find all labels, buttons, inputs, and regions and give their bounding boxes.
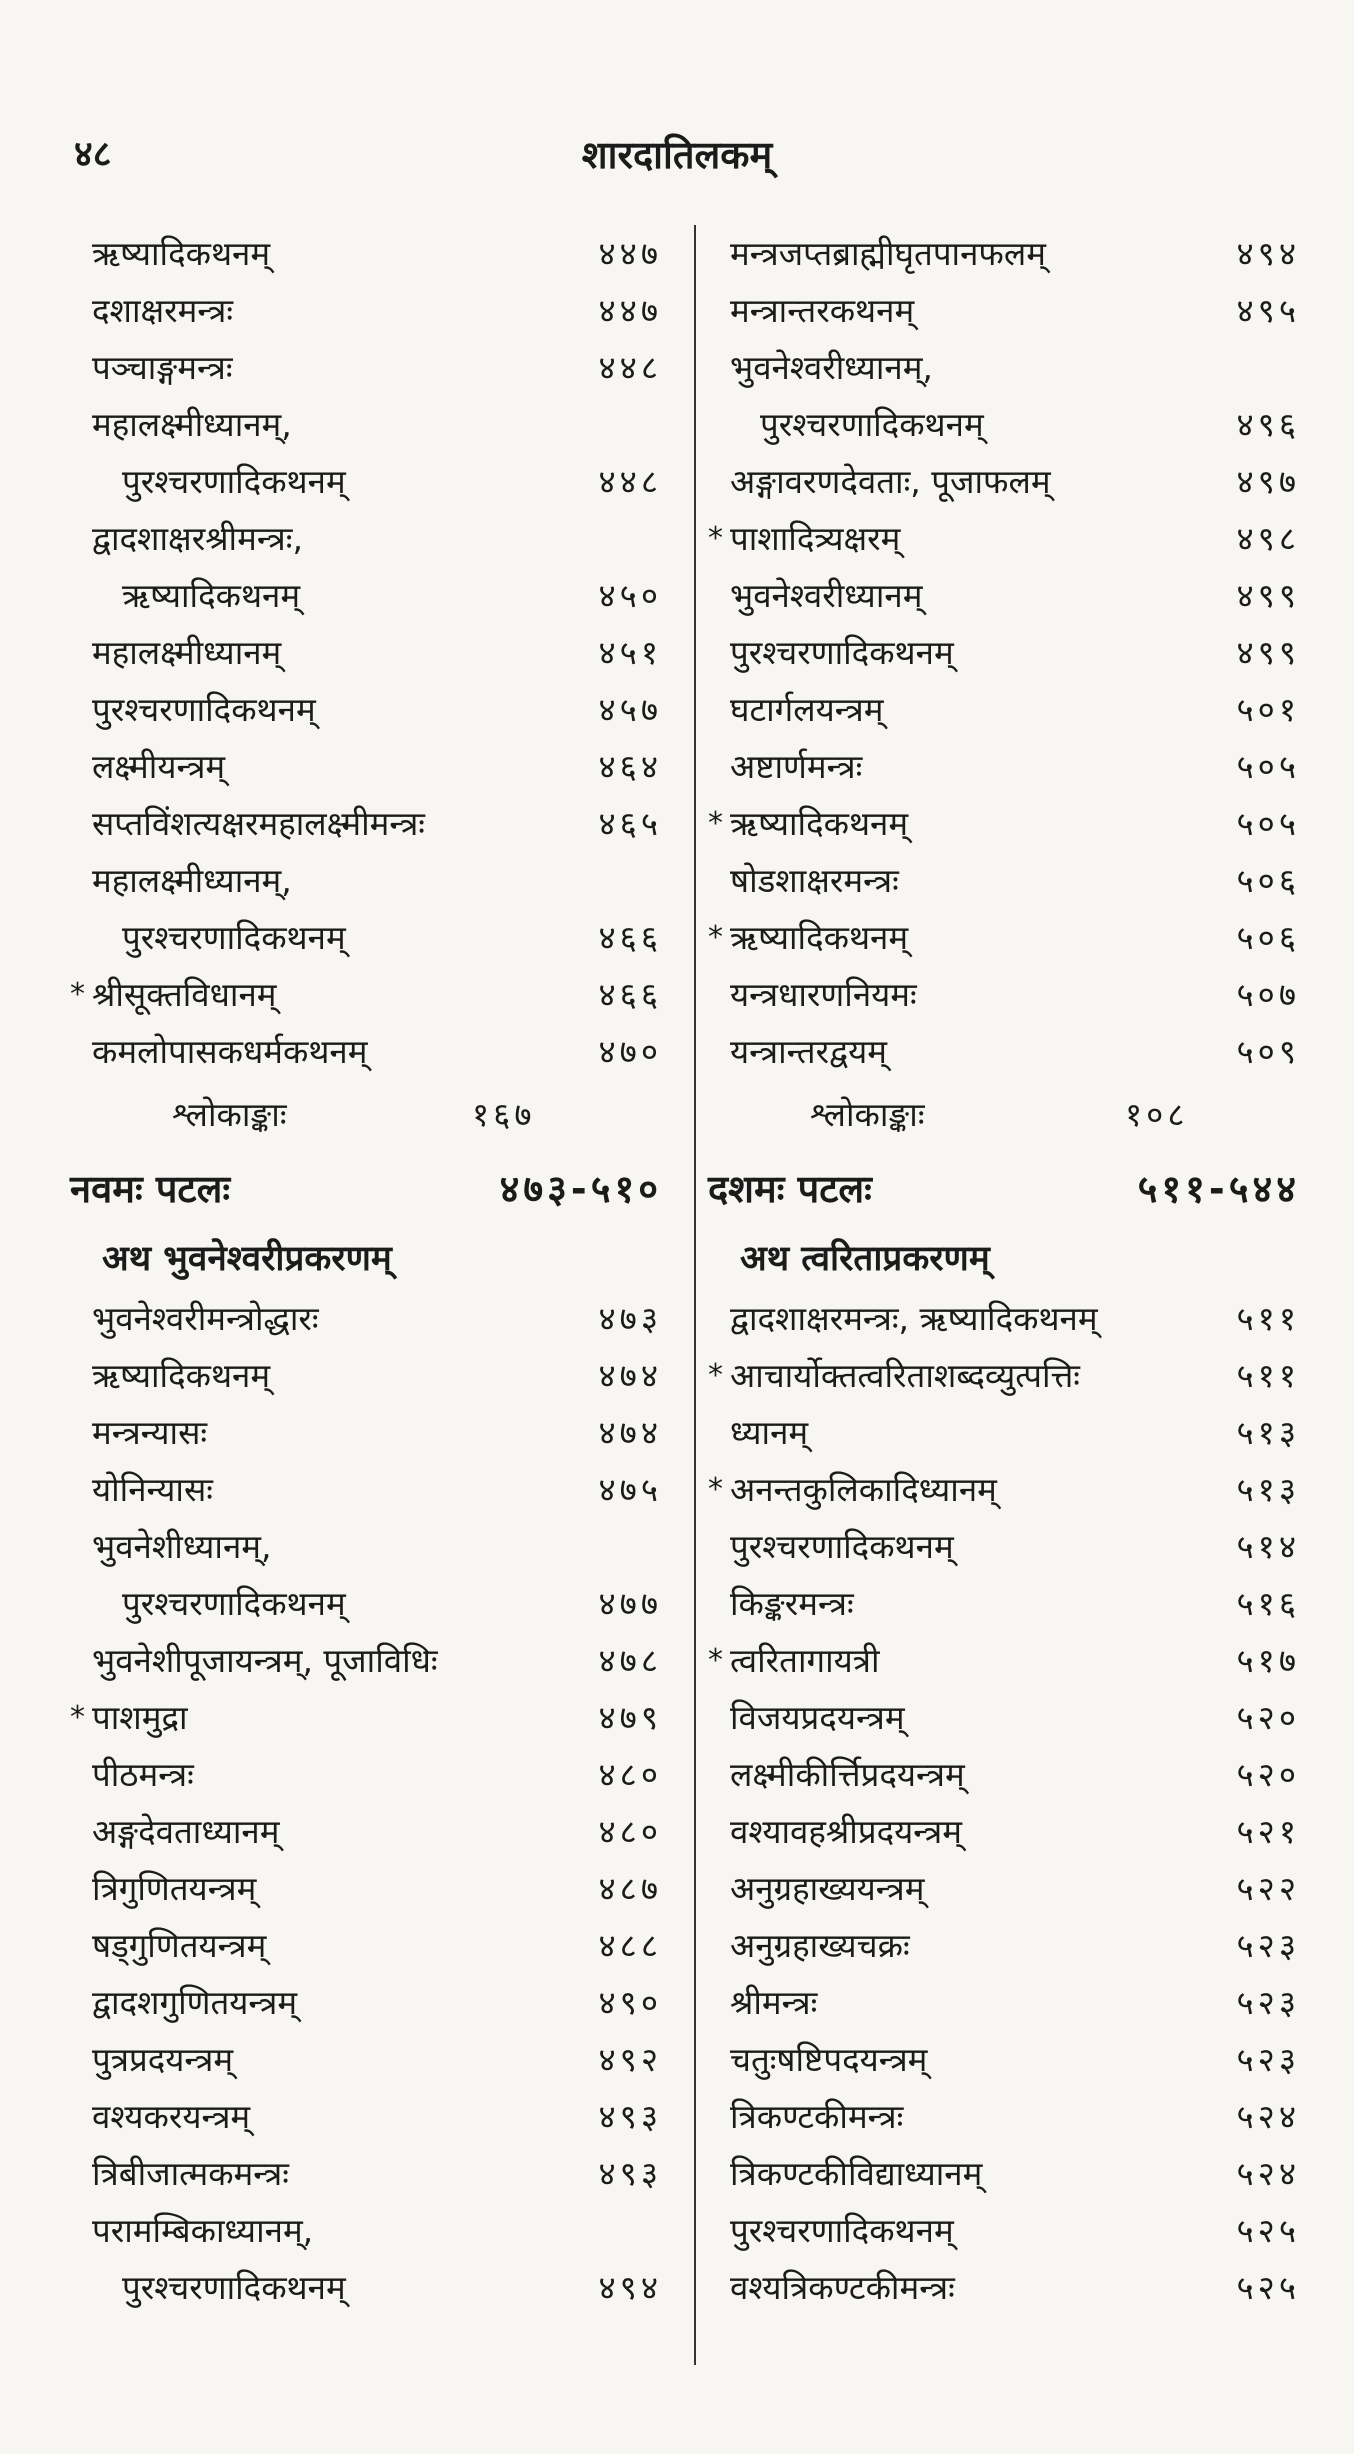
entry-page: ५०६	[1236, 918, 1300, 957]
column-divider	[694, 225, 696, 2365]
toc-entry	[72, 2202, 662, 2259]
entry-page: ४७०	[598, 1032, 662, 1071]
entry-page: ४४८	[598, 348, 662, 387]
entry-page: ५०७	[1236, 975, 1300, 1014]
toc-entry	[72, 1860, 662, 1917]
section-heading-right	[710, 1228, 1300, 1290]
entry-title: महालक्ष्मीध्यानम्,	[92, 405, 292, 444]
entry-title: भुवनेश्वरीमन्त्रोद्धारः	[92, 1299, 319, 1338]
entry-page: ४६४	[598, 747, 662, 786]
patala-label: दशमः पटलः	[708, 1167, 872, 1211]
entry-page: ४९५	[1236, 291, 1300, 330]
entry-title: विजयप्रदयन्त्रम्	[730, 1698, 905, 1737]
running-title: शारदातिलकम्	[581, 133, 773, 177]
entry-page: ४५०	[598, 576, 662, 615]
entry-page: ४८०	[598, 1755, 662, 1794]
entry-page: ४७७	[598, 1584, 662, 1623]
toc-entry	[710, 1023, 1300, 1080]
entry-title: श्रीमन्त्रः	[730, 1983, 818, 2022]
patala-range: ४७३-५१०	[499, 1167, 662, 1211]
entry-title: मन्त्रन्यासः	[92, 1413, 208, 1452]
entries-left-top	[72, 225, 662, 1080]
entry-title: परामम्बिकाध्यानम्,	[92, 2211, 314, 2250]
entry-page: ४८०	[598, 1812, 662, 1851]
toc-entry	[710, 453, 1300, 510]
entry-page: ५१३	[1236, 1413, 1300, 1452]
toc-entry	[72, 567, 662, 624]
entry-page: ४४७	[598, 234, 662, 273]
entry-title: अनुग्रहाख्ययन्त्रम्	[730, 1869, 925, 1908]
entry-page: ४८७	[598, 1869, 662, 1908]
toc-entry	[72, 1746, 662, 1803]
toc-entry	[710, 1803, 1300, 1860]
entries-right-top	[710, 225, 1300, 1080]
toc-entry	[710, 738, 1300, 795]
toc-entry	[710, 1746, 1300, 1803]
entry-title: द्वादशगुणितयन्त्रम्	[92, 1983, 298, 2022]
toc-entry	[710, 2202, 1300, 2259]
entry-title: लक्ष्मीकीर्त्तिप्रदयन्त्रम्	[730, 1755, 965, 1794]
entry-title: त्रिगुणितयन्त्रम्	[92, 1869, 257, 1908]
entry-title: ऋष्यादिकथनम्	[730, 804, 909, 843]
entry-page: ४९३	[598, 2097, 662, 2136]
entry-page: ५२१	[1236, 1812, 1300, 1851]
toc-entry	[72, 966, 662, 1023]
toc-entry	[72, 1689, 662, 1746]
entry-page: ५०५	[1236, 747, 1300, 786]
asterisk-marker: *	[708, 1472, 723, 1507]
entry-page: ४७८	[598, 1641, 662, 1680]
entry-title: पुरश्चरणादिकथनम्	[122, 1584, 346, 1623]
toc-entry	[72, 1803, 662, 1860]
entry-title: भुवनेशीध्यानम्,	[92, 1527, 272, 1566]
entry-page: ४६५	[598, 804, 662, 843]
entry-title: योनिन्यासः	[92, 1470, 213, 1509]
entry-page: ५०६	[1236, 861, 1300, 900]
toc-entry	[710, 1917, 1300, 1974]
entry-page: ४९७	[1236, 462, 1300, 501]
entry-title: भुवनेश्वरीध्यानम्,	[730, 348, 933, 387]
entry-page: ४७४	[598, 1356, 662, 1395]
entry-page: ५२२	[1236, 1869, 1300, 1908]
entry-title: दशाक्षरमन्त्रः	[92, 291, 234, 330]
entry-title: अनुग्रहाख्यचक्रः	[730, 1926, 910, 1965]
entry-title: ध्यानम्	[730, 1413, 809, 1452]
entry-page: ४९९	[1236, 576, 1300, 615]
entry-title: घटार्गलयन्त्रम्	[730, 690, 884, 729]
entry-title: पुरश्चरणादिकथनम्	[730, 633, 954, 672]
entry-page: ४५१	[598, 633, 662, 672]
patala-heading-left	[72, 1150, 662, 1228]
entry-title: पाशमुद्रा	[92, 1698, 188, 1737]
asterisk-marker: *	[70, 1700, 85, 1735]
asterisk-marker: *	[70, 977, 85, 1012]
entry-title: कमलोपासकधर्मकथनम्	[92, 1032, 368, 1071]
asterisk-marker: *	[708, 920, 723, 955]
toc-entry	[72, 1632, 662, 1689]
toc-entry	[72, 225, 662, 282]
shloka-value: १०८	[1125, 1095, 1189, 1134]
entry-page: ५२५	[1236, 2268, 1300, 2307]
section-heading: अथ भुवनेश्वरीप्रकरणम्	[102, 1239, 392, 1279]
toc-entry	[72, 624, 662, 681]
toc-entry	[710, 1632, 1300, 1689]
entry-page: ४८८	[598, 1926, 662, 1965]
entry-title: षोडशाक्षरमन्त्रः	[730, 861, 899, 900]
entry-page: ५२०	[1236, 1698, 1300, 1737]
toc-entry	[710, 909, 1300, 966]
entry-title: द्वादशाक्षरमन्त्रः, ऋष्यादिकथनम्	[730, 1299, 1098, 1338]
shloka-label: श्लोकाङ्काः	[810, 1095, 925, 1134]
shloka-count-left	[72, 1080, 662, 1150]
toc-entry	[72, 1461, 662, 1518]
entry-title: वश्यावहश्रीप्रदयन्त्रम्	[730, 1812, 962, 1851]
toc-entry	[72, 2088, 662, 2145]
shloka-count-right	[710, 1080, 1300, 1150]
entries-right-bottom	[710, 1290, 1300, 2316]
entry-title: पुरश्चरणादिकथनम्	[122, 2268, 346, 2307]
entry-page: ५१४	[1236, 1527, 1300, 1566]
asterisk-marker: *	[708, 1358, 723, 1393]
entry-page: ४९८	[1236, 519, 1300, 558]
toc-entry	[710, 1860, 1300, 1917]
toc-entry	[72, 2145, 662, 2202]
toc-entry	[72, 852, 662, 909]
toc-entry	[72, 681, 662, 738]
entry-page: ५२३	[1236, 2040, 1300, 2079]
toc-entry	[710, 1575, 1300, 1632]
entry-title: सप्तविंशत्यक्षरमहालक्ष्मीमन्त्रः	[92, 804, 425, 843]
entry-page: ५२४	[1236, 2154, 1300, 2193]
toc-entry	[710, 1347, 1300, 1404]
entry-title: किङ्करमन्त्रः	[730, 1584, 854, 1623]
entry-title: पुरश्चरणादिकथनम्	[730, 1527, 954, 1566]
toc-entry	[72, 282, 662, 339]
toc-entry	[72, 1290, 662, 1347]
entry-title: पुरश्चरणादिकथनम्	[122, 462, 346, 501]
entry-page: ४९६	[1236, 405, 1300, 444]
entry-title: षड्गुणितयन्त्रम्	[92, 1926, 267, 1965]
toc-entry	[72, 909, 662, 966]
entry-page: ४६६	[598, 918, 662, 957]
entry-title: आचार्योक्तत्वरिताशब्दव्युत्पत्तिः	[730, 1356, 1080, 1395]
toc-entry	[72, 2031, 662, 2088]
section-heading-left	[72, 1228, 662, 1290]
toc-entry	[710, 2088, 1300, 2145]
entry-page: ४७४	[598, 1413, 662, 1452]
entry-title: वश्यत्रिकण्टकीमन्त्रः	[730, 2268, 955, 2307]
entry-title: वश्यकरयन्त्रम्	[92, 2097, 251, 2136]
entry-page: ४९३	[598, 2154, 662, 2193]
entry-title: द्वादशाक्षरश्रीमन्त्रः,	[92, 519, 303, 558]
shloka-value: १६७	[472, 1095, 536, 1134]
entry-title: त्रिकण्टकीविद्याध्यानम्	[730, 2154, 983, 2193]
asterisk-marker: *	[708, 521, 723, 556]
entry-title: ऋष्यादिकथनम्	[730, 918, 909, 957]
entry-page: ५०९	[1236, 1032, 1300, 1071]
entry-page: ५१७	[1236, 1641, 1300, 1680]
entry-title: यन्त्रधारणनियमः	[730, 975, 917, 1014]
toc-entry	[72, 1974, 662, 2031]
left-column	[72, 225, 662, 2316]
toc-entry	[710, 624, 1300, 681]
toc-entry	[710, 1689, 1300, 1746]
toc-entry	[72, 2259, 662, 2316]
entry-title: मन्त्रजप्तब्राह्मीघृतपानफलम्	[730, 234, 1046, 273]
toc-entry	[710, 852, 1300, 909]
section-heading: अथ त्वरिताप्रकरणम्	[740, 1239, 990, 1279]
toc-entry	[710, 795, 1300, 852]
entry-page: ५११	[1236, 1299, 1300, 1338]
patala-label: नवमः पटलः	[70, 1167, 231, 1211]
entry-page: ४९४	[1236, 234, 1300, 273]
page-number: ४८	[74, 134, 112, 175]
entry-title: अनन्तकुलिकादिध्यानम्	[730, 1470, 997, 1509]
entry-title: भुवनेश्वरीध्यानम्	[730, 576, 923, 615]
entry-page: ५२५	[1236, 2211, 1300, 2250]
toc-entry	[710, 567, 1300, 624]
asterisk-marker: *	[708, 806, 723, 841]
entry-title: अष्टार्णमन्त्रः	[730, 747, 863, 786]
entry-title: महालक्ष्मीध्यानम्	[92, 633, 282, 672]
entry-page: ५११	[1236, 1356, 1300, 1395]
toc-entry	[710, 225, 1300, 282]
toc-entry	[710, 681, 1300, 738]
entry-title: पुरश्चरणादिकथनम्	[92, 690, 316, 729]
entry-page: ५२३	[1236, 1983, 1300, 2022]
toc-entry	[72, 1404, 662, 1461]
entry-page: ५१३	[1236, 1470, 1300, 1509]
toc-entry	[710, 1974, 1300, 2031]
toc-entry	[710, 2145, 1300, 2202]
entry-title: अङ्गदेवताध्यानम्	[92, 1812, 280, 1851]
entry-title: अङ्गावरणदेवताः, पूजाफलम्	[730, 462, 1051, 501]
toc-entry	[710, 282, 1300, 339]
shloka-label: श्लोकाङ्काः	[172, 1095, 287, 1134]
toc-entry	[710, 396, 1300, 453]
toc-entry	[72, 339, 662, 396]
entry-title: ऋष्यादिकथनम्	[92, 1356, 271, 1395]
toc-entry	[710, 339, 1300, 396]
entry-title: त्रिबीजात्मकमन्त्रः	[92, 2154, 289, 2193]
entries-left-bottom	[72, 1290, 662, 2316]
entry-page: ४७५	[598, 1470, 662, 1509]
entry-page: ५१६	[1236, 1584, 1300, 1623]
entry-title: पञ्चाङ्गमन्त्रः	[92, 348, 233, 387]
entry-title: पुरश्चरणादिकथनम्	[730, 2211, 954, 2250]
entry-page: ५२४	[1236, 2097, 1300, 2136]
entry-page: ५२३	[1236, 1926, 1300, 1965]
toc-entry	[710, 2259, 1300, 2316]
entry-title: ऋष्यादिकथनम्	[122, 576, 301, 615]
entry-title: पीठमन्त्रः	[92, 1755, 194, 1794]
entry-title: मन्त्रान्तरकथनम्	[730, 291, 915, 330]
entry-title: श्रीसूक्तविधानम्	[92, 975, 277, 1014]
entry-page: ४७३	[598, 1299, 662, 1338]
entry-title: महालक्ष्मीध्यानम्,	[92, 861, 292, 900]
patala-heading-right	[710, 1150, 1300, 1228]
toc-entry	[72, 1575, 662, 1632]
toc-entry	[72, 795, 662, 852]
toc-entry	[72, 738, 662, 795]
entry-title: पुरश्चरणादिकथनम्	[760, 405, 984, 444]
entry-title: यन्त्रान्तरद्वयम्	[730, 1032, 887, 1071]
entry-title: ऋष्यादिकथनम्	[92, 234, 271, 273]
toc-entry	[710, 2031, 1300, 2088]
toc-entry	[710, 1290, 1300, 1347]
entry-page: ५०५	[1236, 804, 1300, 843]
entry-page: ४९९	[1236, 633, 1300, 672]
right-column	[710, 225, 1300, 2316]
entry-page: ४९२	[598, 2040, 662, 2079]
toc-entry	[710, 966, 1300, 1023]
entry-title: चतुःषष्टिपदयन्त्रम्	[730, 2040, 928, 2079]
toc-entry	[72, 1917, 662, 1974]
entry-page: ४४७	[598, 291, 662, 330]
entry-title: त्रिकण्टकीमन्त्रः	[730, 2097, 904, 2136]
entry-title: पाशादित्र्यक्षरम्	[730, 519, 901, 558]
patala-range: ५११-५४४	[1137, 1167, 1300, 1211]
entry-page: ५०१	[1236, 690, 1300, 729]
asterisk-marker: *	[708, 1643, 723, 1678]
toc-entry	[710, 1404, 1300, 1461]
entry-title: पुरश्चरणादिकथनम्	[122, 918, 346, 957]
toc-entry	[72, 1347, 662, 1404]
toc-entry	[72, 1518, 662, 1575]
toc-entry	[710, 1518, 1300, 1575]
entry-page: ४६६	[598, 975, 662, 1014]
entry-page: ५२०	[1236, 1755, 1300, 1794]
toc-entry	[72, 453, 662, 510]
entry-title: भुवनेशीपूजायन्त्रम्, पूजाविधिः	[92, 1641, 438, 1680]
entry-title: लक्ष्मीयन्त्रम्	[92, 747, 226, 786]
entry-page: ४४८	[598, 462, 662, 501]
toc-entry	[710, 510, 1300, 567]
toc-entry	[72, 1023, 662, 1080]
entry-title: पुत्रप्रदयन्त्रम्	[92, 2040, 234, 2079]
toc-entry	[710, 1461, 1300, 1518]
entry-page: ४९०	[598, 1983, 662, 2022]
entry-page: ४५७	[598, 690, 662, 729]
entry-page: ४७९	[598, 1698, 662, 1737]
toc-entry	[72, 396, 662, 453]
entry-page: ४९४	[598, 2268, 662, 2307]
entry-title: त्वरितागायत्री	[730, 1641, 880, 1680]
toc-entry	[72, 510, 662, 567]
